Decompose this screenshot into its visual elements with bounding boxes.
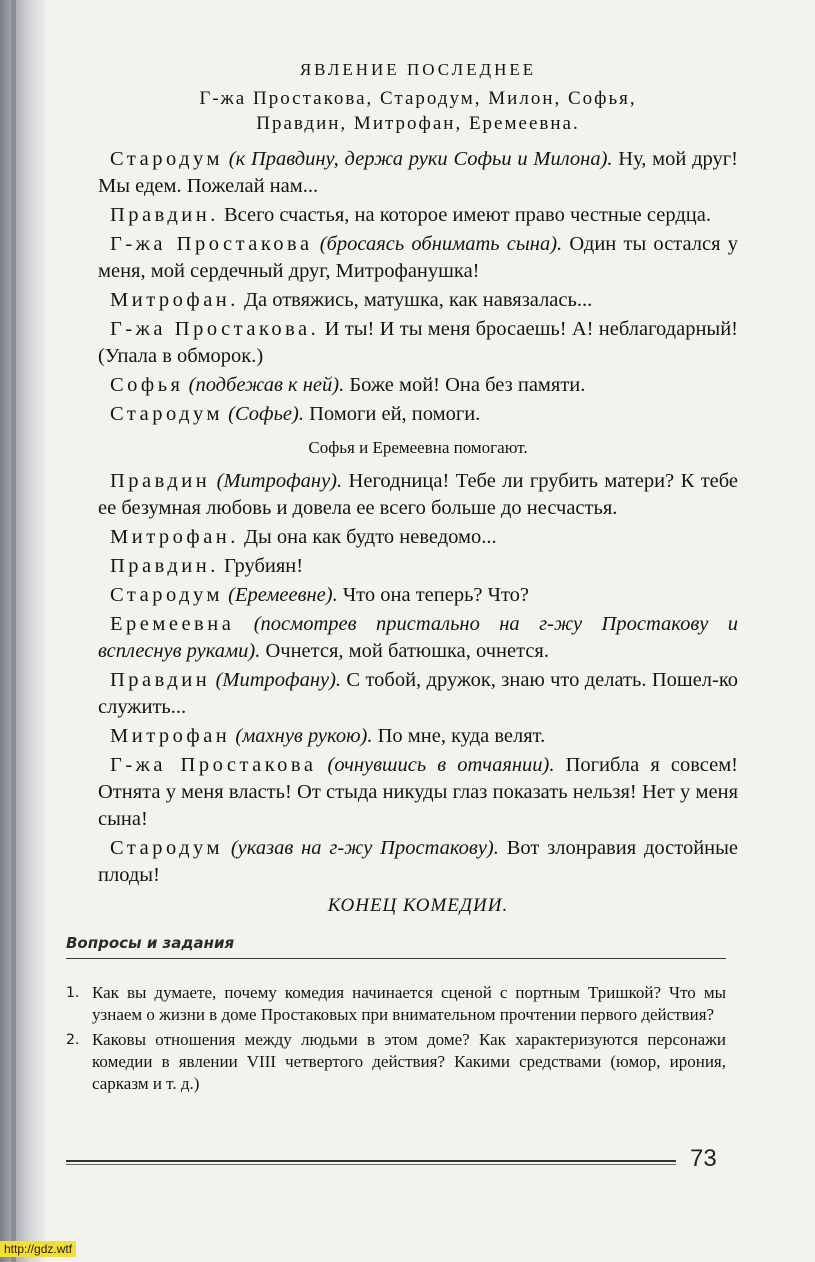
dialogue-line	[98, 231, 738, 285]
speech-text: Ну, мой друг! Мы едем. Пожелай нам...	[98, 148, 739, 197]
spine-edge	[11, 0, 16, 1262]
stage-remark: (к Правдину, держа руки Софьи и Милона).	[228, 148, 613, 170]
speech-text: Грубиян!	[218, 555, 304, 577]
question-item	[66, 1029, 726, 1095]
speaker-name: Г-жа Простакова	[110, 754, 317, 776]
speech-text: Очнется, мой батюшка, очнется.	[260, 640, 549, 662]
question-text: Как вы думаете, почему комедия начинается сценой с портным Тришкой? Что мы узнаем о жизни в доме Простаковых при внимательном прочтении первого действия?	[92, 983, 726, 1024]
cast-line-2: Правдин, Митрофан, Еремеевна.	[256, 113, 580, 134]
stage-remark: (Еремеевне).	[228, 584, 338, 606]
dialogue-block-1	[98, 146, 738, 428]
speaker-name: Митрофан.	[110, 289, 239, 311]
speech-text: И ты! И ты меня бросаешь! А! неблагодарный! (Упала в обморок.)	[98, 318, 738, 367]
stage-direction: Софья и Еремеевна помогают.	[308, 438, 528, 457]
speaker-name: Митрофан.	[110, 526, 239, 548]
speech-text: По мне, куда велят.	[372, 725, 546, 747]
speaker-name: Правдин	[110, 470, 211, 492]
question-text: Каковы отношения между людьми в этом доме? Как характеризуются персонажи комедии в явлении VIII четвертого действия? Какими средствами (юмор, ирония, сарказм и т. д.)	[92, 1030, 726, 1093]
end-of-comedy: КОНЕЦ КОМЕДИИ.	[327, 895, 509, 916]
dialogue-line	[98, 524, 738, 551]
speech-text: С тобой, дружок, знаю что делать. Пошел-ко служить...	[98, 669, 739, 718]
dialogue-line	[98, 611, 738, 665]
speaker-name: Правдин.	[110, 204, 219, 226]
dialogue-line	[98, 287, 738, 314]
dialogue-line	[98, 146, 738, 200]
speech-text: Боже мой! Она без памяти.	[344, 374, 586, 396]
book-spine-shadow	[0, 0, 46, 1262]
stage-remark: (Митрофану).	[216, 470, 343, 492]
speaker-name: Правдин.	[110, 555, 219, 577]
speech-text: Помоги ей, помоги.	[303, 403, 481, 425]
speech-text: Один ты остался у меня, мой сердечный друг, Митрофанушка!	[98, 233, 739, 282]
speaker-name: Еремеевна	[110, 613, 235, 635]
speaker-name: Софья	[110, 374, 184, 396]
cast-line-1: Г-жа Простакова, Стародум, Милон, Софья,	[199, 88, 637, 109]
question-number: 1.	[66, 985, 80, 1001]
speech-text: Всего счастья, на которое имеют право честные сердца.	[218, 204, 711, 226]
dialogue-line	[98, 316, 738, 370]
dialogue-line	[98, 752, 738, 833]
speaker-name: Стародум	[110, 837, 224, 859]
dialogue-block-2	[98, 468, 738, 889]
stage-remark: (очнувшись в отчаянии).	[327, 754, 555, 776]
dialogue-line	[98, 553, 738, 580]
stage-remark: (Митрофану).	[215, 669, 342, 691]
question-number: 2.	[66, 1032, 80, 1048]
footer-rule	[66, 1160, 676, 1165]
speaker-name: Г-жа Простакова	[110, 233, 313, 255]
stage-remark: (бросаясь обнимать сына).	[319, 233, 563, 255]
stage-remark: (посмотрев пристально на г-жу Простакову и всплеснув руками).	[98, 613, 738, 662]
stage-remark: (подбежав к ней).	[188, 374, 345, 396]
dialogue-line	[98, 835, 738, 889]
speaker-name: Правдин	[110, 669, 211, 691]
speech-text: Вот злонравия достойные плоды!	[98, 837, 739, 886]
speech-text: Да отвяжись, матушка, как навязалась...	[238, 289, 593, 311]
question-item	[66, 982, 726, 1026]
questions-list	[66, 982, 726, 1098]
speaker-name: Г-жа Простакова.	[110, 318, 320, 340]
page-number: 73	[690, 1145, 717, 1172]
dialogue-line	[98, 372, 738, 399]
dialogue-line	[98, 202, 738, 229]
speaker-name: Стародум	[110, 584, 224, 606]
dialogue-line	[98, 667, 738, 721]
dialogue-line	[98, 723, 738, 750]
cast-list	[98, 86, 738, 136]
speech-text: Негодница! Тебе ли грубить матери? К тебе ее безумная любовь и довела ее всего больше до несчастья.	[98, 470, 739, 519]
stage-remark: (махнув рукою).	[235, 725, 373, 747]
speech-text: Погибла я совсем! Отнята у меня власть! От стыда никуды глаз показать нельзя! Нет у меня сына!	[98, 754, 739, 830]
speaker-name: Стародум	[110, 148, 224, 170]
speech-text: Что она теперь? Что?	[337, 584, 530, 606]
dialogue-line	[98, 401, 738, 428]
stage-remark: (указав на г-жу Простакову).	[230, 837, 499, 859]
speech-text: Ды она как будто неведомо...	[238, 526, 497, 548]
dialogue-line	[98, 468, 738, 522]
speaker-name: Митрофан	[110, 725, 231, 747]
speaker-name: Стародум	[110, 403, 224, 425]
questions-heading: Вопросы и задания	[66, 934, 726, 959]
dialogue-line	[98, 582, 738, 609]
scene-title: ЯВЛЕНИЕ ПОСЛЕДНЕЕ	[299, 60, 537, 79]
page-text	[98, 58, 738, 917]
watermark-link[interactable]: http://gdz.wtf	[0, 1241, 76, 1257]
stage-remark: (Софье).	[228, 403, 304, 425]
